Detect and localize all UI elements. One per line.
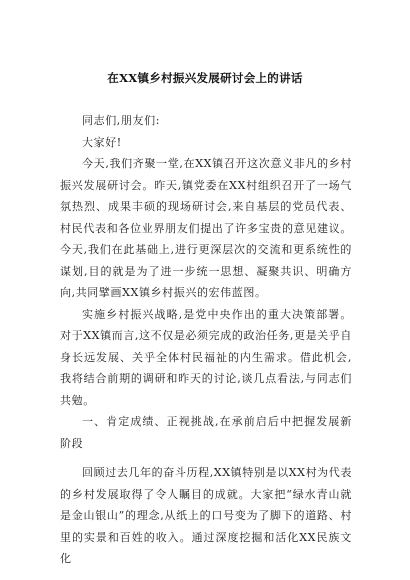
section-heading-1: 一、肯定成绩、正视挑战,在承前启后中把握发展新阶段 — [60, 415, 352, 450]
document-body — [60, 110, 352, 570]
paragraph-intro: 今天,我们齐聚一堂,在XX镇召开这次意义非凡的乡村振兴发展研讨会。昨天,镇党委在XX村组织召开了一场气氛热烈、成果丰硕的现场研讨会,来自基层的党员代表、村民代表和各位业界朋友们提出了许多宝贵的意见建议。今天,我们在此基础上,进行更深层次的交流和更系统性的谋划,目的就是为了进一步统一思想、凝聚共识、明确方向,共同擘画XX镇乡村振兴的宏伟蓝图。 — [60, 157, 352, 299]
document-title: 在XX镇乡村振兴发展研讨会上的讲话 — [107, 71, 303, 85]
greeting-line: 同志们,朋友们: — [82, 114, 161, 127]
paragraph-review: 回顾过去几年的奋斗历程,XX镇特别是以XX村为代表的乡村发展取得了令人瞩目的成就。大家把“绿水青山就是金山银山”的理念,从纸上的口号变为了脚下的道路、村里的实景和百姓的收入。通过深度挖掘和活化XX民族文化 — [60, 466, 352, 565]
paragraph-hello: 大家好! — [82, 135, 122, 149]
paragraph-strategy: 实施乡村振兴战略,是党中央作出的重大决策部署。对于XX镇而言,这不仅是必须完成的政治任务,更是关乎自身长远发展、关乎全体村民福祉的内生需求。借此机会,我将结合前期的调研和昨天的讨论,谈几点看法,与同志们共勉。 — [60, 307, 352, 407]
